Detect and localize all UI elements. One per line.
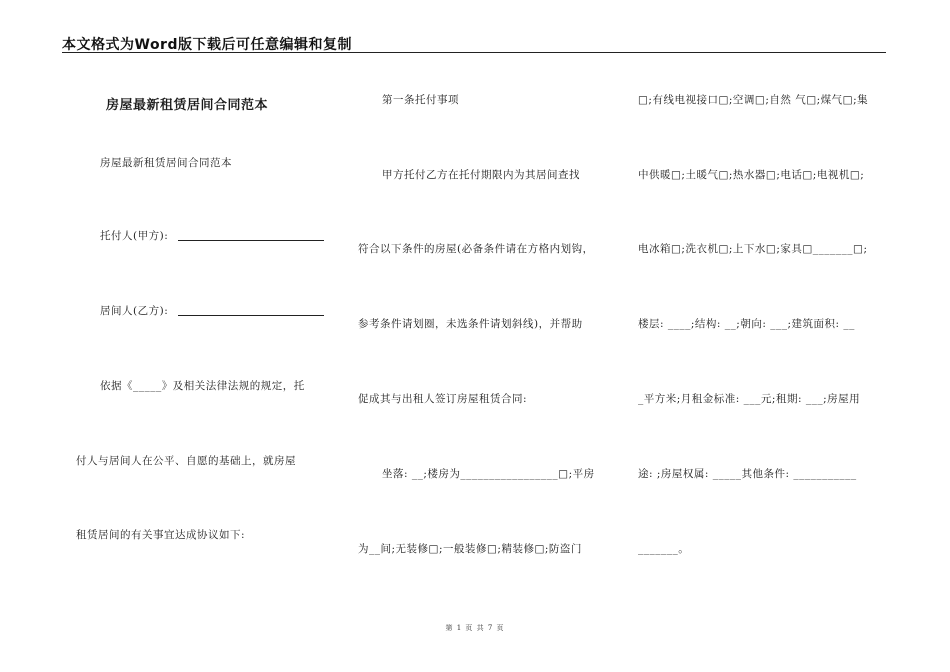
entrusting-party-blank (178, 229, 324, 241)
article-heading: 第一条托付事项 (382, 94, 459, 106)
paragraph-line: 楼层: ____;结构: __;朝向: ___;建筑面积: __ (638, 318, 855, 330)
document-header: 本文格式为Word版下载后可任意编辑和复制 (62, 37, 352, 53)
entrusting-party-field (100, 229, 324, 243)
paragraph-line: 坐落: __;楼房为_________________□;平房 (382, 468, 595, 480)
paragraph-line: _平方米;月租金标准: ___元;租期: ___;房屋用 (638, 393, 861, 405)
paragraph-line: _______。 (638, 543, 690, 555)
paragraph-line: 付人与居间人在公平、自愿的基础上，就房屋 (76, 455, 296, 467)
paragraph-line: 参考条件请划圈，未选条件请划斜线)，并帮助 (358, 318, 583, 330)
agent-party-label: 居间人(乙方): (100, 305, 169, 317)
paragraph-line: □;有线电视接口□;空调□;自然 气□;煤气□;集 (638, 94, 869, 106)
paragraph-line: 依据《_____》及相关法律法规的规定，托 (100, 380, 305, 392)
header-rule (62, 52, 886, 53)
paragraph-line: 电冰箱□;洗衣机□;上下水□;家具□_______□; (638, 243, 868, 255)
page-number: 第 1 页 共 7 页 (445, 624, 505, 632)
paragraph-line: 租赁居间的有关事宜达成协议如下: (76, 529, 246, 541)
paragraph-line: 甲方托付乙方在托付期限内为其居间查找 (382, 169, 580, 181)
paragraph-line: 符合以下条件的房屋(必备条件请在方格内划钩， (358, 243, 594, 255)
document-title: 房屋最新租赁居间合同范本 (106, 98, 269, 113)
agent-party-field (100, 304, 324, 318)
entrusting-party-label: 托付人(甲方): (100, 230, 169, 242)
paragraph-line: 中供暖□;土暖气□;热水器□;电话□;电视机□; (638, 169, 865, 181)
paragraph-line: 促成其与出租人签订房屋租赁合同: (358, 393, 528, 405)
agent-party-blank (178, 304, 324, 316)
subtitle-line: 房屋最新租赁居间合同范本 (100, 157, 232, 169)
paragraph-line: 途: ;房屋权属: _____其他条件: ___________ (638, 468, 857, 480)
paragraph-line: 为__间;无装修□;一般装修□;精装修□;防盗门 (358, 543, 582, 555)
